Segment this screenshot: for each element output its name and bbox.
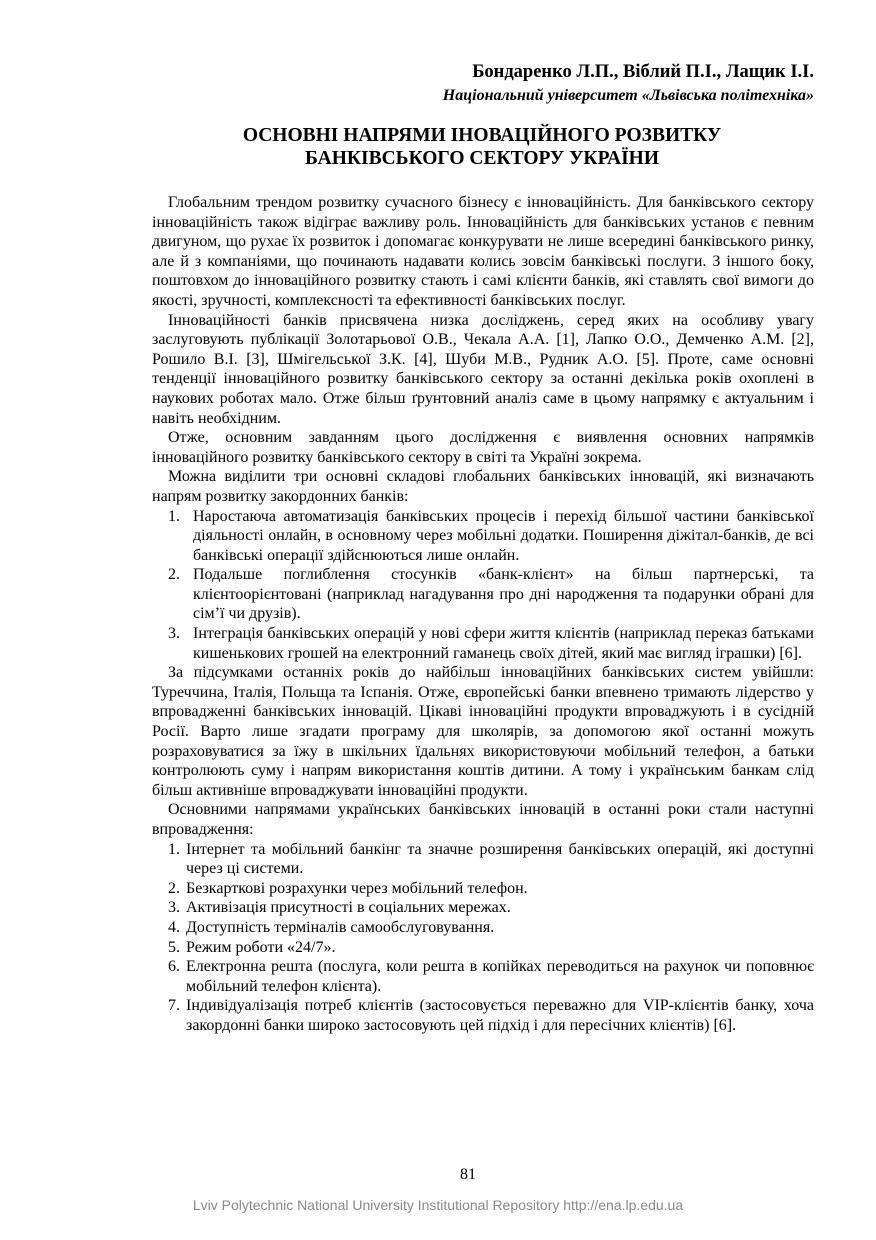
paragraph: Основними напрямами українських банківських інновацій в останні роки стали наступні впровадження: [152,801,814,838]
list-number: 7. [168,997,180,1015]
list-item [168,898,814,918]
list-number: 6. [168,958,180,976]
paragraph: Глобальним трендом розвитку сучасного бізнесу є інноваційність. Для банківського сектору інноваційність також відіграє важливу роль. Інноваційність для банківських установ є певним двигуном, що рухає їх розвиток і допомагає конкурувати не лише всередині банківського ринку, але й з компаніями, що починають надавати колись зовсім банківські послуги. З іншого боку, поштовхом до інноваційного розвитку стають і самі клієнти банків, які ставлять свої вимоги до якості, зручності, комплексності та ефективності банківських послуг. [152,194,814,309]
list-text: Режим роботи «24/7». [186,938,336,956]
list-item [168,879,814,899]
authors: Бондаренко Л.П., Віблий П.І., Лащик І.І. [472,62,814,82]
article-body [152,193,814,1036]
list-text: Електронна решта (послуга, коли решта в копійках переводиться на рахунок чи поповнює мобільний телефон клієнта). [186,958,814,995]
list-item [168,624,814,663]
list-item [168,938,814,958]
list-number: 1. [168,507,180,525]
title-line-2: БАНКІВСЬКОГО СЕКТОРУ УКРАЇНИ [304,148,659,169]
ukrainian-innovations-list [152,840,814,1036]
list-text: Доступність терміналів самообслуговування. [186,918,495,936]
list-item [168,840,814,879]
list-item [168,565,814,624]
list-item [168,957,814,996]
list-text: Активізація присутності в соціальних мережах. [186,899,511,917]
paragraph: Отже, основним завданням цього дослідження є виявлення основних напрямків інноваційного розвитку банківського сектору в світі та Україні зокрема. [152,429,814,466]
article-title [150,124,814,170]
list-text: Інтеграція банківських операцій у нові сфери життя клієнтів (наприклад переказ батьками кишенькових грошей на електронний гаманець своїх дітей, який має вигляд іграшки) [6]. [193,625,814,662]
repository-footer: Lviv Polytechnic National University Institutional Repository http://ena.lp.edu.ua [192,1197,684,1213]
list-text: Індивідуалізація потреб клієнтів (застосовується переважно для VIP-клієнтів банку, хоча закордонні банки широко застосовують цей підхід і для пересічних клієнтів) [6]. [186,997,814,1034]
list-item [168,996,814,1035]
page-number: 81 [460,1166,476,1183]
title-line-1: ОСНОВНІ НАПРЯМИ ІНОВАЦІЙНОГО РОЗВИТКУ [242,125,722,146]
global-innovations-list [152,507,814,664]
paragraph: За підсумками останніх років до найбільш інноваційних банківських систем увійшли: Туреччина, Італія, Польща та Іспанія. Отже, європейські банки впевнено тримають лідерство у впровадженні банківських інновацій. Цікаві інноваційні продукти впроваджують і в сусідній Росії. Варто лише згадати програму для школярів, за допомогою якої останні можуть розраховуватися за їжу в шкільних їдальнях використовуючи мобільний телефон, а батьки контролюють суму і напрям використання коштів дитини. А тому і українським банкам слід більш активніше впроваджувати інноваційні продукти. [152,664,814,799]
list-number: 3. [168,899,180,917]
list-text: Безкарткові розрахунки через мобільний телефон. [186,879,528,897]
list-number: 3. [168,625,180,643]
list-item [168,918,814,938]
list-number: 2. [168,879,180,897]
list-text: Наростаюча автоматизація банківських процесів і перехід більшої частини банківської діяльності онлайн, в основному через мобільні додатки. Поширення діжітал-банків, де всі банківські операції здійснюються лише онлайн. [193,507,814,564]
list-number: 1. [168,840,180,858]
list-text: Подальше поглиблення стосунків «банк-клієнт» на більш партнерські, та клієнтоорієнтовані (наприклад нагадування про дні народження та подарунки обрані для сім’ї чи друзів). [193,566,814,623]
list-number: 4. [168,918,180,936]
list-text: Інтернет та мобільний банкінг та значне розширення банківських операцій, які доступні через ці системи. [186,840,814,878]
list-number: 2. [168,566,180,584]
affiliation: Національний університет «Львівська політехніка» [442,87,814,104]
paragraph: Можна виділити три основні складові глобальних банківських інновацій, які визначають напрям розвитку закордонних банків: [152,468,814,505]
list-number: 5. [168,938,180,956]
paragraph: Інноваційності банків присвячена низка досліджень, серед яких на особливу увагу заслуговують публікації Золотарьової О.В., Чекала А.А. [1], Лапко О.О., Демченко А.М. [2], Рошило В.І. [3], Шмігельської З.К. [4], Шуби М.В., Рудник А.О. [5]. Проте, саме основні тенденції інноваційного розвитку банківського сектору за останні декілька років охоплені в наукових роботах мало. Отже більш ґрунтовний аналіз саме в цьому напрямку є актуальним і навіть необхідним. [152,311,814,427]
list-item [168,507,814,566]
